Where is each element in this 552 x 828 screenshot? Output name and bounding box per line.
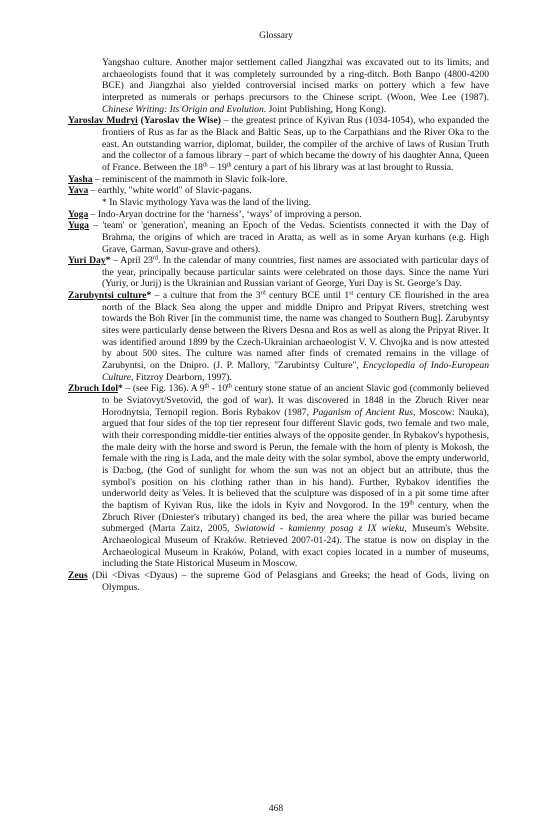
term-yasha: Yasha: [68, 173, 93, 185]
term-zeus: Zeus: [68, 569, 88, 581]
entry-yava: Yava – earthly, "white world" of Slavic-pagans.: [68, 185, 252, 197]
term-zbruch-idol: Zbruch Idol: [68, 383, 119, 395]
entry-yaroslav-mudryi: Yaroslav Mudryi (Yaroslav the Wise) – the greatest prince of Kyivan Rus (1034-1054), who expanded the frontiers of Rus as far as the Black and Baltic Seas, up to the Carpathians and the River Oka to the east. An outstanding warrior, diplomat, builder, the compiler of the archive of laws of Rusian Truth and the collector of a famous library – part of which became the dowry of his daughter Anna, Queen of France. Between the 18th – 19th century a part of his library was at last brought to Russia.: [68, 115, 489, 173]
entry-zeus: Zeus (Dii <Divas <Dyaus) – the supreme God of Pelasgians and Greeks; the head of Gods, living on Olympus.: [68, 569, 489, 593]
page-number: 468: [268, 804, 284, 814]
entry-continuation: Yangshao culture. Another major settlement called Jiangzhai was excavated out to its limits, and archaeologists found that it was completely surrounded by a ring-ditch. Both Banpo (4800-4200 BCE) and Jiangzhai also yielded controversial incised marks on pottery which a few have interpreted as numerals or perhaps precursors to the Chinese script. (Woon, Wee Lee (1987). Chinese Writing: Its Origin and Evolution. Joint Publishing, Hong Kong).: [102, 57, 489, 115]
entry-yava-note: * In Slavic mythology Yava was the land of the living.: [102, 196, 311, 208]
entry-yuri-day: Yuri Day* – April 23rd. In the calendar of many countries, first names are associated with particular days of the year, principally because particular saints were celebrated on those days. Since the name Yuri (Yuriy, or Jurij) is the Ukrainian and Russian variant of George, Yuri Day is St. George’s Day.: [68, 255, 489, 290]
entry-yoga: Yoga – Indo-Aryan doctrine for the ‘harness’, ‘ways’ of improving a person.: [68, 208, 362, 220]
term-yuri-day: Yuri Day: [68, 255, 106, 267]
glossary-content: [68, 57, 489, 593]
entry-zbruch-idol: Zbruch Idol* – (see Fig. 136). A 9th - 10th century stone statue of an ancient Slavic god (commonly believed to be Sviatovyt/Svetovid, the god of war). It was discovered in 1848 in the Zbruch River near Horodnytsia, Ternopil region. Boris Rybakov (1987, Paganism of Ancient Rus, Moscow: Nauka), argued that four sides of the top tier represent four different Slavic gods, two female and two male, with their corresponding middle-tier entities always of the opposite gender. In Rybakov's hypothesis, the male deity with the horse and sword is Perun, the female with the horn of plenty is Mokosh, the female with the ring is Lada, and the male deity with the solar symbol, above the empty underworld, is Da:bog, (the God of sunlight for whom the sun was not an object but an attribute, thus the symbol's position on his clothing rather than in his hand). Further, Rybakov identifies the underworld deity as Veles. It is believed that the sculpture was disposed of in a pit some time after the baptism of Kyivan Rus, like the idols in Kyiv and Novgorod. In the 19th century, when the Zbruch River (Dniester's tributary) changed its bed, the area where the pillar was buried became submerged (Marta Zaitz, 2005, Swiatowid - kamienny posag z IX wieku, Museum's Website. Archaeological Museum of Kraków. Retrieved 2007-01-24). The statue is now on display in the Archaeological Museum in Kraków, Poland, with exact copies located in a number of museums, including the State Historical Museum in Moscow.: [68, 383, 490, 570]
entry-yasha: Yasha – reminiscent of the mammoth in Slavic folk-lore.: [68, 173, 288, 185]
term-yava: Yava: [68, 185, 89, 197]
entry-yuga: Yuga – 'team' or 'generation', meaning an Epoch of the Vedas. Scientists connected it with the Day of Brahma, the origins of which are traced in Aratta, as well as in some Aryan kurhans (e.g. High Grave, Garman, Savur-grave and others).: [68, 220, 489, 255]
entry-zarubyntsi-culture: Zarubyntsi culture* – a culture that from the 3rd century BCE until 1st century CE flourished in the area north of the Black Sea along the upper and middle Dnipro and Pripyat Rivers, stretching west towards the Boh River [in the communist time, the name was changed to Southern Bug]. Zarubyntsy sites were particularly dense between the Rivers Desna and Ros as well as along the Pripyat River. It was identified around 1899 by the Czech-Ukrainian archaeologist V. V. Chvojka and is now attested by about 500 sites. The culture was named after finds of cremated remains in the village of Zarubyntsi, on the Dnipro. (J. P. Mallory, "Zarubintsy Culture", Encyclopedia of Indo-European Culture, Fitzroy Dearborn, 1997).: [68, 290, 489, 383]
term-yaroslav-mudryi: Yaroslav Mudryi: [68, 115, 138, 127]
term-yoga: Yoga: [68, 208, 89, 220]
running-header: Glossary: [259, 31, 293, 41]
term-yuga: Yuga: [68, 220, 89, 232]
term-zarubyntsi-culture: Zarubyntsi culture: [68, 290, 147, 302]
